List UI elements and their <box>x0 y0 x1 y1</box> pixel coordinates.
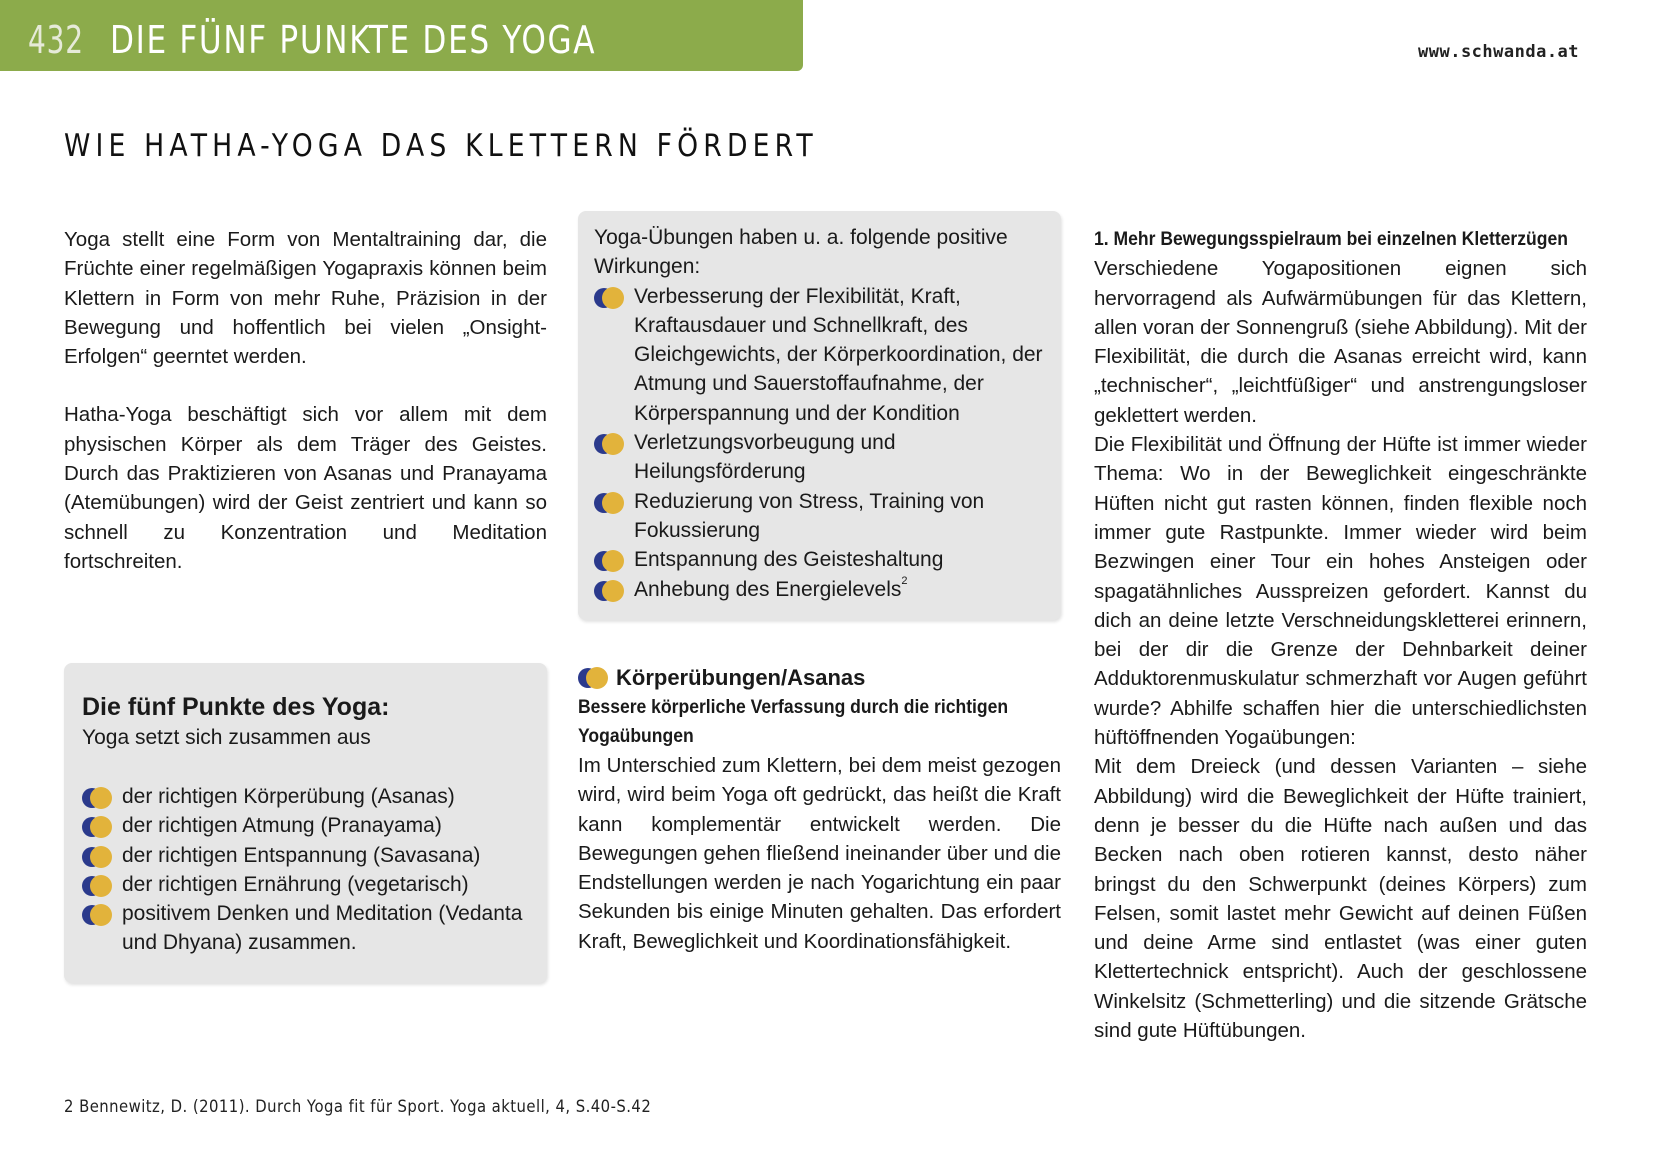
body-paragraph: Verschiedene Yogapositionen eignen sich hervorragend als Aufwärmübungen für das Klettern, allen voran der Sonnengruß (siehe Abbildung). Mit der Flexibilität, die durch die Asanas erreicht wird, kann „technischer“, „leichtfüßiger“ und anstrengungsloser geklettert werden. <box>1094 257 1587 427</box>
body-paragraph: Mit dem Dreieck (und dessen Varianten – siehe Abbildung) wird die Beweglichkeit der Hüfte trainiert, denn je besser du die Hüfte nach außen und das Becken nach oben rotieren kannst, desto näher bringst du den Schwerpunkt (deines Körpers) zum Felsen, somit lastet mehr Gewicht auf deinen Füßen und deine Arme sind entlastet (was einer guten Klettertechnick entspricht). Auch der geschlossene Winkelsitz (Schmetterling) und die sitzende Grätsche sind gute Hüftübungen. <box>1094 755 1587 1043</box>
list-item-text: Anhebung des Energielevels <box>634 577 902 601</box>
five-points-box <box>64 663 547 983</box>
footnote: 2 Bennewitz, D. (2011). Durch Yoga fit für Sport. Yoga aktuell, 4, S.40-S.42 <box>64 1097 652 1116</box>
five-points-subtitle: Yoga setzt sich zusammen aus <box>82 726 371 749</box>
five-points-list <box>82 782 537 958</box>
list-item <box>82 899 537 958</box>
list-item-text: Reduzierung von Stress, Training von Fokussierung <box>634 489 985 542</box>
asanas-section <box>578 663 1061 956</box>
moon-sun-bullet-icon <box>594 550 628 572</box>
moon-sun-bullet-icon <box>82 787 116 809</box>
benefits-intro: Yoga-Übungen haben u. a. folgende positive Wirkungen: <box>594 226 1008 279</box>
moon-sun-bullet-icon <box>578 667 612 689</box>
list-item <box>594 545 1049 574</box>
list-item <box>594 575 1049 604</box>
flexibility-subheading: 1. Mehr Bewegungsspielraum bei einzelnen Kletterzügen <box>1094 228 1568 250</box>
moon-sun-bullet-icon <box>594 492 628 514</box>
asanas-heading-text: Körperübungen/Asanas <box>616 665 866 690</box>
benefits-list <box>594 282 1049 604</box>
moon-sun-bullet-icon <box>82 904 116 926</box>
moon-sun-bullet-icon <box>594 287 628 309</box>
asanas-heading <box>578 663 1061 693</box>
footnote-ref[interactable]: 2 <box>901 574 908 587</box>
list-item-text: der richtigen Körperübung (Asanas) <box>122 785 455 808</box>
benefits-box <box>578 211 1061 620</box>
list-item <box>82 841 537 870</box>
list-item <box>82 782 537 811</box>
list-item-text: Verbesserung der Flexibilität, Kraft, Kraftausdauer und Schnellkraft, des Gleichgewichts, der Körperkoordination, der Atmung und Sauerstoffaufnahme, der Körperspannung und der Kondition <box>634 284 1043 425</box>
asanas-subheading: Bessere körperliche Verfassung durch die richtigen Yogaübungen <box>578 696 1009 747</box>
intro-column <box>64 225 547 576</box>
moon-sun-bullet-icon <box>82 816 116 838</box>
list-item-text: Verletzungsvorbeugung und Heilungsförderung <box>634 431 896 484</box>
moon-sun-bullet-icon <box>594 433 628 455</box>
list-item <box>82 870 537 899</box>
asanas-body: Im Unterschied zum Klettern, bei dem meist gezogen wird, wird beim Yoga oft gedrückt, das heißt die Kraft kann komplementär entwickelt werden. Die Bewegungen gehen fließend ineinander über und die Endstellungen werden je nach Yogarichtung ein paar Sekunden bis einige Minuten gehalten. Das erfordert Kraft, Beweglichkeit und Koordinationsfähigkeit. <box>578 754 1061 953</box>
intro-paragraph: Hatha-Yoga beschäftigt sich vor allem mit dem physischen Körper als dem Träger des Geistes. Durch das Praktizieren von Asanas und Pranayama (Atemübungen) wird der Geist zentriert und kann so schnell zu Konzentration und Meditation fortschreiten. <box>64 403 547 573</box>
flexibility-column <box>1094 225 1587 1045</box>
list-item-text: der richtigen Entspannung (Savasana) <box>122 843 481 867</box>
list-item <box>594 282 1049 428</box>
list-item <box>594 487 1049 546</box>
chapter-title: DIE FÜNF PUNKTE DES YOGA <box>110 18 597 62</box>
five-points-title: Die fünf Punkte des Yoga: <box>82 693 390 721</box>
intro-paragraph: Yoga stellt eine Form von Mentaltraining dar, die Früchte einer regelmäßigen Yogapraxis können beim Klettern in Form von mehr Ruhe, Präzision in der Bewegung und hoffentlich bei vielen „Onsight-Erfolgen“ geerntet werden. <box>64 228 547 369</box>
section-title: WIE HATHA-YOGA DAS KLETTERN FÖRDERT <box>64 128 818 164</box>
page-number: 432 <box>28 18 84 62</box>
list-item <box>82 811 537 840</box>
list-item-text: Entspannung des Geisteshaltung <box>634 548 944 572</box>
moon-sun-bullet-icon <box>82 846 116 868</box>
website-link[interactable]: www.schwanda.at <box>1418 42 1580 62</box>
moon-sun-bullet-icon <box>82 875 116 897</box>
list-item-text: der richtigen Ernährung (vegetarisch) <box>122 872 469 896</box>
moon-sun-bullet-icon <box>594 580 628 602</box>
list-item-text: positivem Denken und Meditation (Vedanta und Dhyana) zusammen. <box>122 902 523 955</box>
chapter-header-bar <box>0 0 803 71</box>
list-item <box>594 428 1049 487</box>
list-item-text: der richtigen Atmung (Pranayama) <box>122 814 442 838</box>
body-paragraph: Die Flexibilität und Öffnung der Hüfte ist immer wieder Thema: Wo in der Beweglichkeit eingeschränkte Hüften nicht gut rasten können, finden flexible noch immer gute Rastpunkte. Immer wieder wird beim Bezwingen einer Tour ein hohes Ansteigen oder spagatähnliches Ausspreizen gefordert. Kannst du dich an deine letzte Verschneidungskletterei erinnern, bei der dir die Grenze der Dehnbarkeit deiner Adduktorenmuskulatur schmerzhaft vor Augen geführt wurde? Abhilfe schaffen hier die unterschiedlichsten hüftöffnenden Yogaübungen: <box>1094 433 1587 750</box>
